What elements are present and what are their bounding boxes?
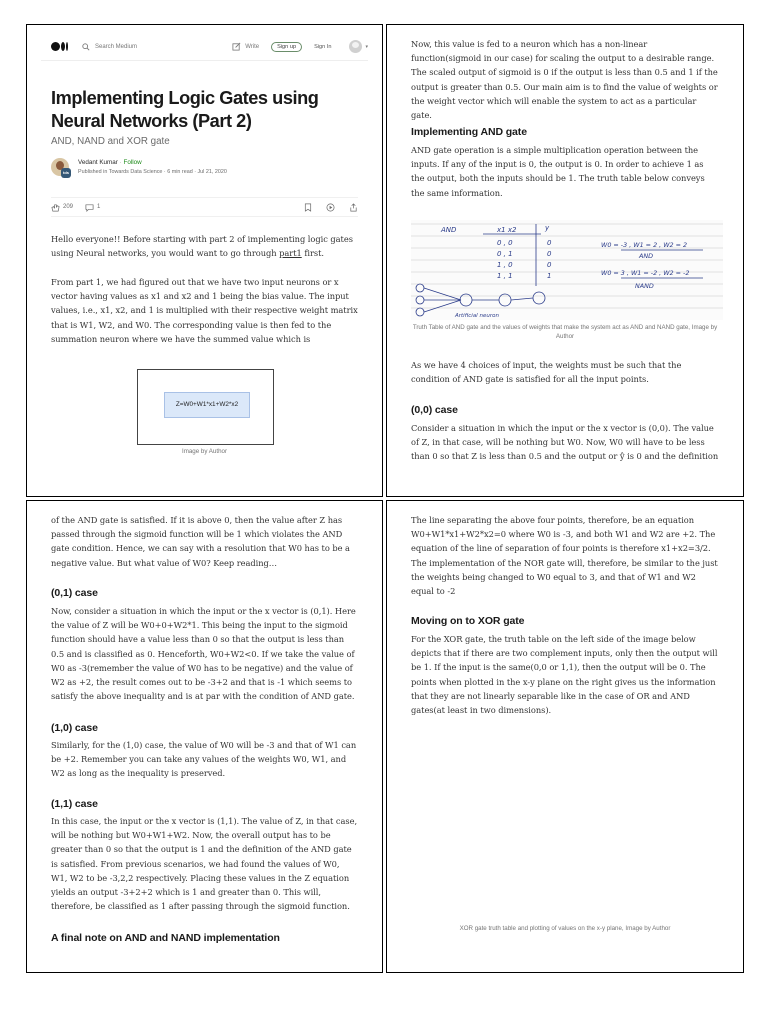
sketch-row: 1 , 1 bbox=[497, 272, 513, 280]
article-subtitle: AND, NAND and XOR gate bbox=[51, 136, 170, 147]
share-icon[interactable] bbox=[349, 203, 358, 212]
sketch-and-label: AND bbox=[441, 226, 457, 234]
article-action-bar bbox=[51, 197, 358, 217]
sketch-output: 0 bbox=[547, 239, 552, 247]
separation-line-paragraph: The line separating the above four points, therefore, be an equation W0+W1*x1+W2*x2=0 where W0 is -3, and both W1 and W2 are +2. The equation of the line of separation of four points is therefore x1+x2=3/2. The implementation of the NOR gate will, therefore, be similar to the just the weights being changed to W0 equal to 3, and that of W1 and W2 equal to -2 bbox=[411, 515, 718, 597]
sketch-label-nand: NAND bbox=[635, 282, 654, 290]
clap-icon bbox=[51, 203, 60, 212]
case-11-paragraph: In this case, the input or the x vector is (1,1). The value of Z, in that case, will be nothing but W0+W1+W2. Now, the overall output has to be greater than 0 so that the output is 1 and the definition of the AND gate is satisfied. From previous scenarios, we had found the values of W0, W1, W2 to be -3,2,2 respectively. Placing these values in the Z equation yields an output -3+2+2 which is 1 and greater than 0. This will, therefore, be classified as 1 after passing through the sigmoid function. bbox=[51, 816, 358, 912]
author-block: tds Vedant Kumar · Follow Published in Towards Data Science · 6 min read · Jul 21, 2020 bbox=[51, 158, 227, 176]
write-label: Write bbox=[245, 43, 260, 50]
follow-link[interactable]: Follow bbox=[123, 159, 142, 166]
author-avatar[interactable] bbox=[51, 158, 69, 176]
author-name[interactable]: Vedant Kumar bbox=[78, 159, 118, 166]
sketch-col-x: x1 x2 bbox=[497, 226, 517, 234]
comment-icon bbox=[85, 203, 94, 212]
sigmoid-paragraph: Now, this value is fed to a neuron which has a non-linear function(sigmoid in our case) for scaling the output to a desirable range. The scaled output of sigmoid is 0 if the output is less than 0.5 and 1 if the output is greater than 0.5. Our main aim is to find the value of weights or the weight vector which will enable the system to act as a particular gate. bbox=[411, 39, 718, 121]
heading-final-note: A final note on AND and NAND implementation bbox=[51, 932, 280, 944]
clap-count: 209 bbox=[63, 204, 74, 210]
comment-button[interactable] bbox=[85, 203, 100, 212]
medium-top-bar bbox=[41, 39, 368, 61]
medium-logo-icon[interactable] bbox=[51, 42, 68, 51]
heading-case-01: (0,1) case bbox=[51, 587, 98, 599]
case-01-paragraph: Now, consider a situation in which the input or the x vector is (0,1). Here the value of Z will be W0+0+W2*1. This being the input to the sigmoid function should have a value less than 0 so that the output is less than 0.5 and is classified as 0. Henceforth, W0+W2<0. If we take the value of W0 as -3(remember the value of W0 has to be negative) and the value of W2 as +2, the result comes out to be -3+2 and that is -1 which seems to satisfy the above inequality and is at par with the condition of AND gate. bbox=[51, 606, 356, 702]
sign-in-link[interactable]: Sign In bbox=[314, 43, 332, 50]
publication-link[interactable]: Towards Data Science bbox=[108, 169, 163, 175]
sketch-output: 0 bbox=[547, 261, 552, 269]
article-page-3 bbox=[26, 500, 383, 973]
publication-badge[interactable]: tds bbox=[61, 168, 71, 178]
choices-paragraph: As we have 4 choices of input, the weights must be such that the condition of AND gate is satisfied for all the input points. bbox=[411, 360, 682, 385]
read-time: 6 min read bbox=[167, 169, 193, 175]
heading-and-gate: Implementing AND gate bbox=[411, 126, 527, 138]
chevron-down-icon[interactable]: ▾ bbox=[365, 43, 368, 50]
write-icon bbox=[232, 42, 241, 51]
sketch-weights-nand: W0 = 3 , W1 = -2 , W2 = -2 bbox=[601, 269, 690, 277]
article-page-1 bbox=[26, 24, 383, 497]
sketch-output: 0 bbox=[547, 250, 552, 258]
search-placeholder: Search Medium bbox=[95, 43, 138, 50]
intro-paragraph bbox=[51, 232, 358, 260]
sketch-output: 1 bbox=[547, 272, 552, 280]
part1-recap-paragraph: From part 1, we had figured out that we have two input neurons or x vector having values as x1 and x2 and 1 being the bias value. The input values, i.e., x1, x2, and 1 is multiplied with their respective weight matrix that is W1, W2, and W0. The corresponding value is then fed to the summation neuron where we have the summed value which is bbox=[51, 277, 358, 344]
clap-button[interactable] bbox=[51, 203, 73, 212]
sketch-neuron-label: Artificial neuron bbox=[455, 313, 499, 319]
sketch-row: 0 , 1 bbox=[497, 250, 513, 258]
article-page-2 bbox=[386, 24, 744, 497]
comment-count: 1 bbox=[97, 204, 101, 210]
play-listen-icon[interactable] bbox=[326, 203, 335, 212]
equation-figure bbox=[137, 369, 274, 445]
xor-figure-caption: XOR gate truth table and plotting of values on the x-y plane, Image by Author bbox=[459, 925, 671, 932]
sign-up-button[interactable]: Sign up bbox=[271, 42, 302, 52]
and-gate-paragraph: AND gate operation is a simple multiplication operation between the inputs. If any of the input is 0, the output is 0. In order to achieve 1 as the output, both the inputs should be 1. The truth table below conveys the same information. bbox=[411, 145, 705, 198]
sketch-weights-and: W0 = -3 , W1 = 2 , W2 = 2 bbox=[601, 241, 688, 249]
user-avatar-icon[interactable] bbox=[349, 40, 362, 53]
publish-date: Jul 21, 2020 bbox=[197, 169, 227, 175]
article-page-4 bbox=[386, 500, 744, 973]
search-field[interactable] bbox=[82, 43, 137, 51]
heading-case-11: (1,1) case bbox=[51, 798, 98, 810]
figure-caption: Image by Author bbox=[181, 448, 228, 455]
part1-link[interactable]: part1 bbox=[279, 248, 302, 259]
case-00-paragraph: Consider a situation in which the input or the x vector is (0,0). The value of Z, in that case, will be nothing but W0. Now, W0 will have to be less than 0 so that Z is less than 0.5 and the output or ŷ is 0 and the definition bbox=[411, 423, 719, 462]
heading-case-10: (1,0) case bbox=[51, 722, 98, 734]
sketch-label-and: AND bbox=[639, 252, 654, 260]
heading-case-00: (0,0) case bbox=[411, 404, 458, 416]
bookmark-icon[interactable] bbox=[304, 203, 312, 212]
heading-xor-gate: Moving on to XOR gate bbox=[411, 615, 525, 627]
article-title: Implementing Logic Gates using Neural Networks (Part 2) bbox=[51, 88, 319, 131]
write-button[interactable] bbox=[232, 42, 259, 51]
published-prefix: Published in bbox=[78, 169, 108, 175]
handwritten-sketch bbox=[411, 220, 723, 320]
and-condition-paragraph: of the AND gate is satisfied. If it is above 0, then the value after Z has passed through the sigmoid function will be 1 which violates the AND gate condition. Hence, we can say with a resolution that W0 has to be a negative value. But what value of W0? Keep reading… bbox=[51, 515, 350, 568]
search-icon bbox=[82, 43, 90, 51]
sketch-row: 0 , 0 bbox=[497, 239, 513, 247]
sketch-col-y: y bbox=[545, 224, 550, 232]
case-10-paragraph: Similarly, for the (1,0) case, the value of W0 will be -3 and that of W1 can be +2. Remember you can take any values of the weights W0, W1, and W2 as long as the inequality is preserved. bbox=[51, 740, 357, 779]
intro-text: Hello everyone!! Before starting with part 2 of implementing logic gates using Neural networks, you would want to go through bbox=[51, 234, 353, 259]
sum-equation: Z=W0+W1*x1+W2*x2 bbox=[164, 392, 250, 418]
and-truth-table-sketch bbox=[411, 220, 723, 320]
xor-gate-paragraph: For the XOR gate, the truth table on the left side of the image below depicts that if there are two complement inputs, only then the output will be 1. If the input is the same(0,0 or 1,1), then the output will be 0. The points when plotted in the x-y plane on the right gives us the information that they are not linearly separable like in the case of OR and AND gates(at least in two dimensions). bbox=[411, 634, 718, 716]
truth-table-caption: Truth Table of AND gate and the values of weights that make the system act as AND and NAND gate, Image by Author bbox=[412, 324, 718, 340]
sketch-row: 1 , 0 bbox=[497, 261, 513, 269]
intro-suffix: first. bbox=[301, 248, 324, 259]
